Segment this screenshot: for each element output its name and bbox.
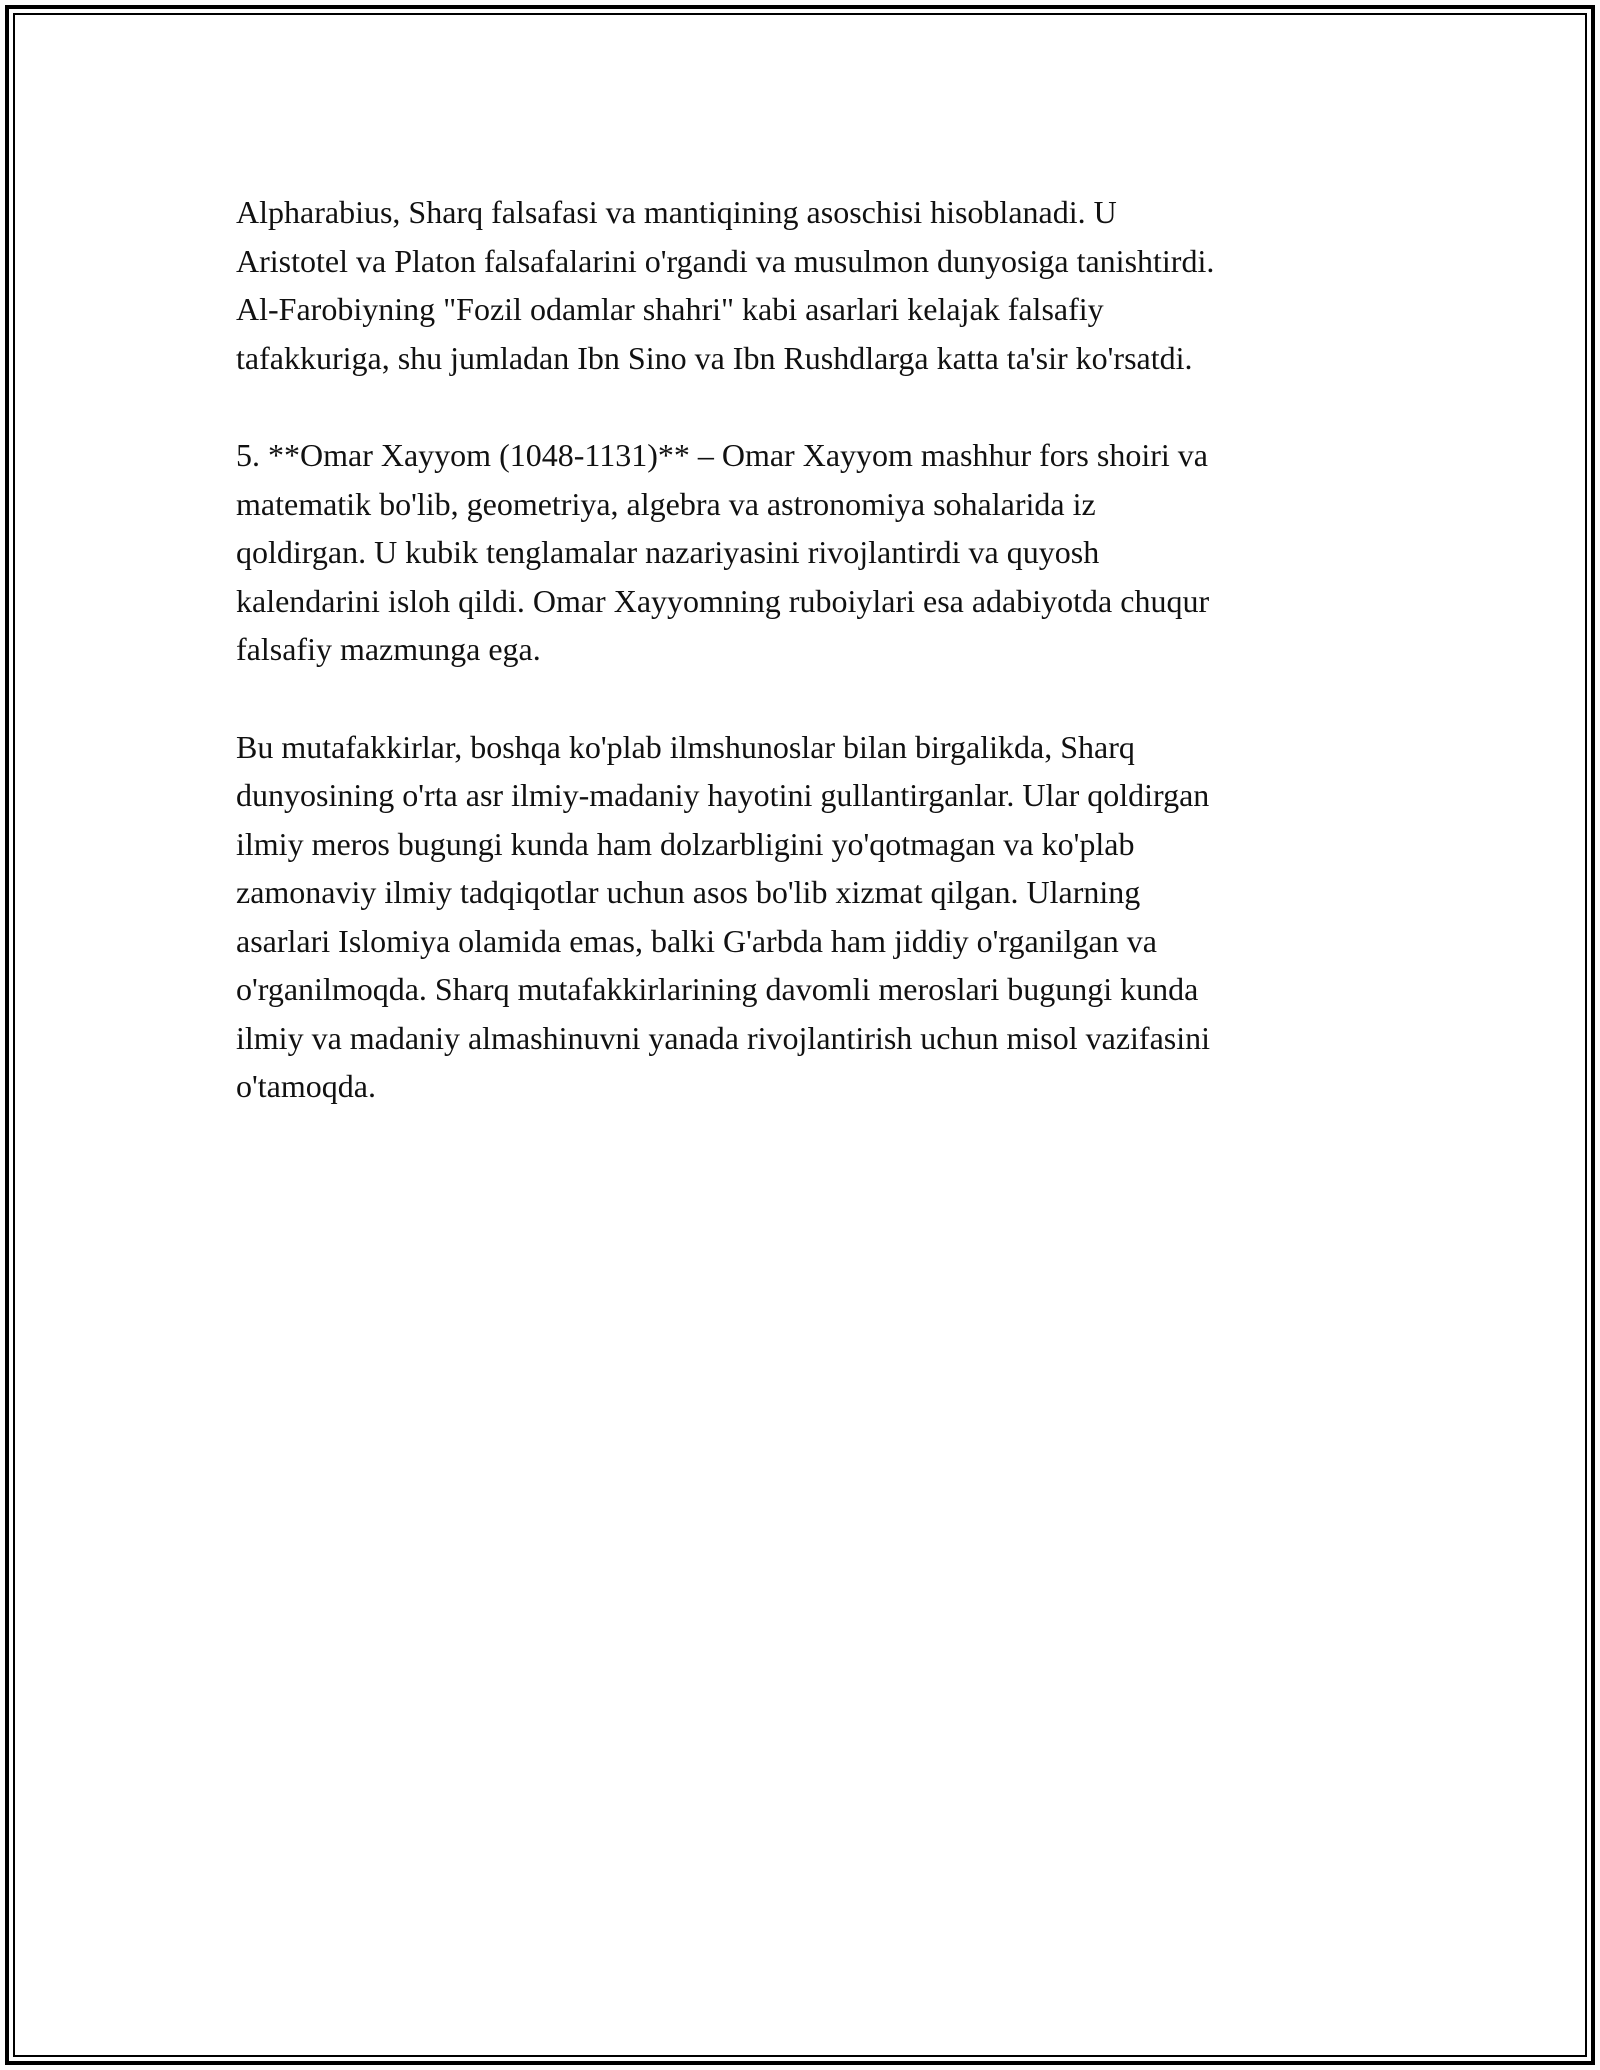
paragraph-conclusion: Bu mutafakkirlar, boshqa ko'plab ilmshunoslar bilan birgalikda, Sharq dunyosining o'rta asr ilmiy-madaniy hayotini gullantirganlar. Ular qoldirgan ilmiy meros bugungi kunda ham dolzarbligini yo'qotmagan va ko'plab zamonaviy ilmiy tadqiqotlar uchun asos bo'lib xizmat qilgan. Ularning asarlari Islomiya olamida emas, balki G'arbda ham jiddiy o'rganilgan va o'rganilmoqda. Sharq mutafakkirlarining davomli meroslari bugungi kunda ilmiy va madaniy almashinuvni yanada rivojlantirish uchun misol vazifasini o'tamoqda. (236, 728, 1211, 1104)
paragraph-omar-xayyom: 5. **Omar Xayyom (1048-1131)** – Omar Xayyom mashhur fors shoiri va matematik bo'lib, geometriya, algebra va astronomiya sohalarida iz qoldirgan. U kubik tenglamalar nazariyasini rivojlantirdi va quyosh kalendarini isloh qildi. Omar Xayyomning ruboiylari esa adabiyotda chuqur falsafiy mazmunga ega. (236, 437, 1210, 667)
paragraph-alfarabi: Alpharabius, Sharq falsafasi va mantiqining asoschisi hisoblanadi. U Aristotel va Platon falsafalarini o'rgandi va musulmon dunyosiga tanishtirdi. Al-Farobiyning "Fozil odamlar shahri" kabi asarlari kelajak falsafiy tafakkuriga, shu jumladan Ibn Sino va Ibn Rushdlarga katta ta'sir ko'rsatdi. (236, 194, 1215, 376)
document-body (236, 188, 1366, 1160)
